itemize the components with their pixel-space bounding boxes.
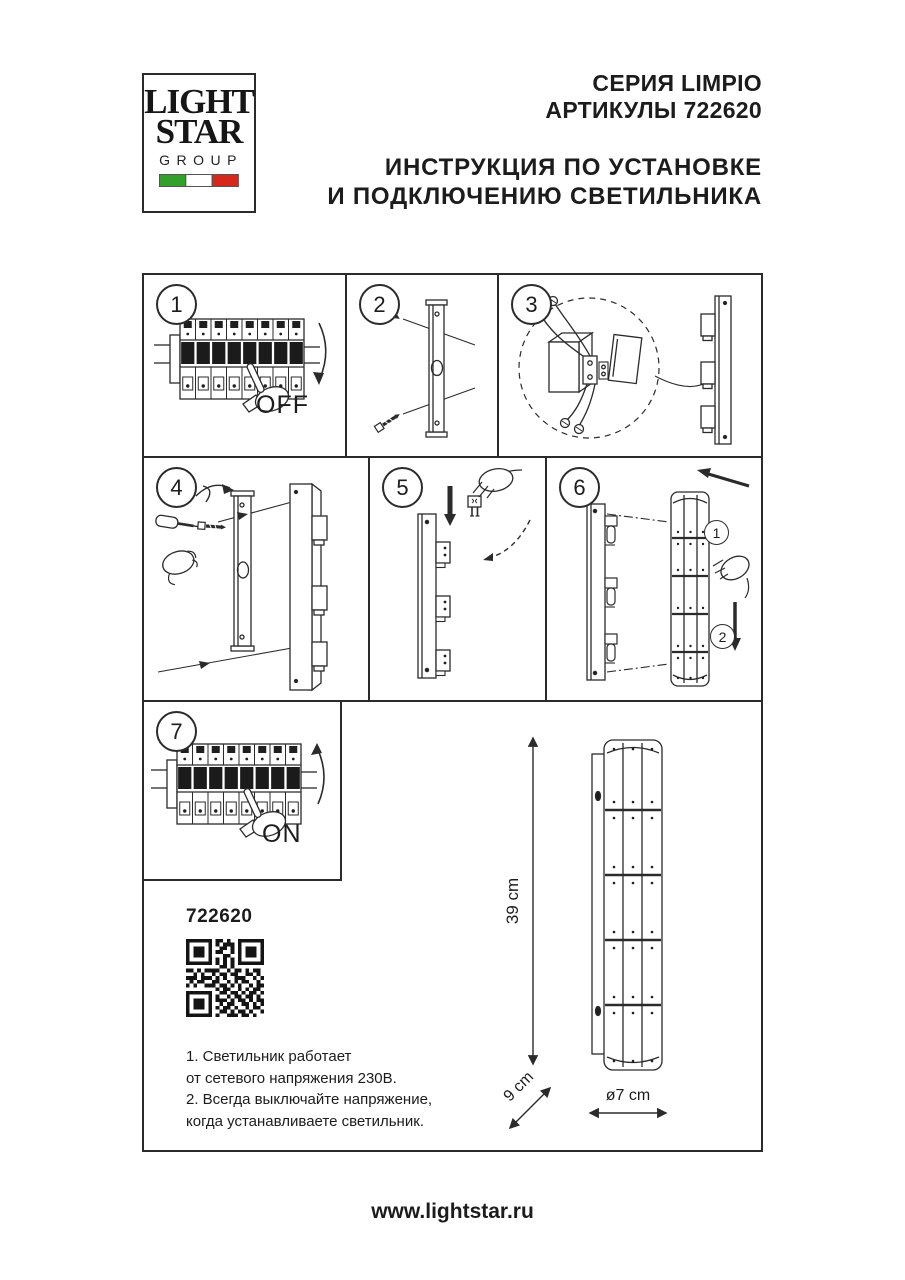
logo-group-text: GROUP bbox=[159, 151, 243, 168]
step-4-panel bbox=[144, 458, 370, 702]
g9-bulb-icon bbox=[468, 496, 481, 516]
step-3-panel bbox=[499, 275, 761, 458]
instruction-title-line2: И ПОДКЛЮЧЕНИЮ СВЕТИЛЬНИКА bbox=[327, 183, 762, 210]
step-2-number: 2 bbox=[359, 284, 400, 325]
rotate-down-arrow-icon bbox=[319, 323, 326, 378]
articles-line: АРТИКУЛЫ 722620 bbox=[545, 97, 762, 123]
bulb-in-socket-icon bbox=[605, 578, 617, 607]
safety-notes bbox=[186, 1046, 466, 1132]
holding-hand-icon bbox=[160, 546, 202, 586]
rotate-up-arrow-icon bbox=[318, 750, 324, 804]
article-number: 722620 bbox=[186, 906, 253, 927]
screw-icon bbox=[374, 411, 401, 432]
step-7-panel bbox=[144, 702, 342, 881]
off-label: OFF bbox=[256, 391, 309, 419]
screwdriver-icon bbox=[155, 515, 202, 533]
step-4-number: 4 bbox=[156, 467, 197, 508]
callout-1: 1 bbox=[704, 520, 729, 545]
instruction-title-line1: ИНСТРУКЦИЯ ПО УСТАНОВКЕ bbox=[384, 154, 762, 181]
depth-dimension-label: 9 cm bbox=[500, 1068, 538, 1106]
italian-flag-icon bbox=[159, 174, 239, 187]
on-label: ON bbox=[262, 820, 302, 848]
step-2-panel bbox=[347, 275, 499, 458]
note-line: когда устанавливаете светильник. bbox=[186, 1112, 424, 1130]
pressing-hand-icon bbox=[713, 551, 753, 598]
series-line: СЕРИЯ LIMPIO bbox=[592, 70, 762, 96]
step-1-number: 1 bbox=[156, 284, 197, 325]
note-line: от сетевого напряжения 230В. bbox=[186, 1069, 397, 1087]
insert-path-arrow-icon bbox=[488, 520, 530, 558]
step-7-number: 7 bbox=[156, 711, 197, 752]
dimension-drawing bbox=[480, 716, 692, 1146]
website-url: www.lightstar.ru bbox=[371, 1200, 534, 1223]
qr-code bbox=[186, 939, 264, 1017]
height-dimension-label: 39 cm bbox=[503, 877, 522, 925]
logo-light-text: LIGHT bbox=[144, 82, 254, 121]
bulb-in-socket-icon bbox=[605, 634, 617, 663]
slide-arrow-icon bbox=[705, 473, 749, 486]
lightstar-logo bbox=[142, 73, 256, 213]
pinching-hand-icon bbox=[473, 466, 515, 498]
diameter-dimension-label: ø7 cm bbox=[605, 1087, 651, 1104]
note-line: 2. Всегда выключайте напряжение, bbox=[186, 1091, 433, 1108]
callout-2: 2 bbox=[710, 624, 735, 649]
logo-star-text: STAR bbox=[155, 111, 243, 151]
step-6-number: 6 bbox=[559, 467, 600, 508]
step-1-panel bbox=[144, 275, 347, 458]
step-5-number: 5 bbox=[382, 467, 423, 508]
instruction-title bbox=[300, 153, 762, 211]
header-text-block bbox=[300, 70, 762, 211]
step-5-panel bbox=[370, 458, 547, 702]
step-6-panel bbox=[547, 458, 761, 702]
note-line: 1. Светильник работает bbox=[186, 1048, 352, 1065]
instruction-steps-frame bbox=[142, 273, 763, 1152]
bulb-in-socket-icon bbox=[605, 516, 617, 545]
step-3-number: 3 bbox=[511, 284, 552, 325]
screw-icon bbox=[198, 522, 226, 531]
